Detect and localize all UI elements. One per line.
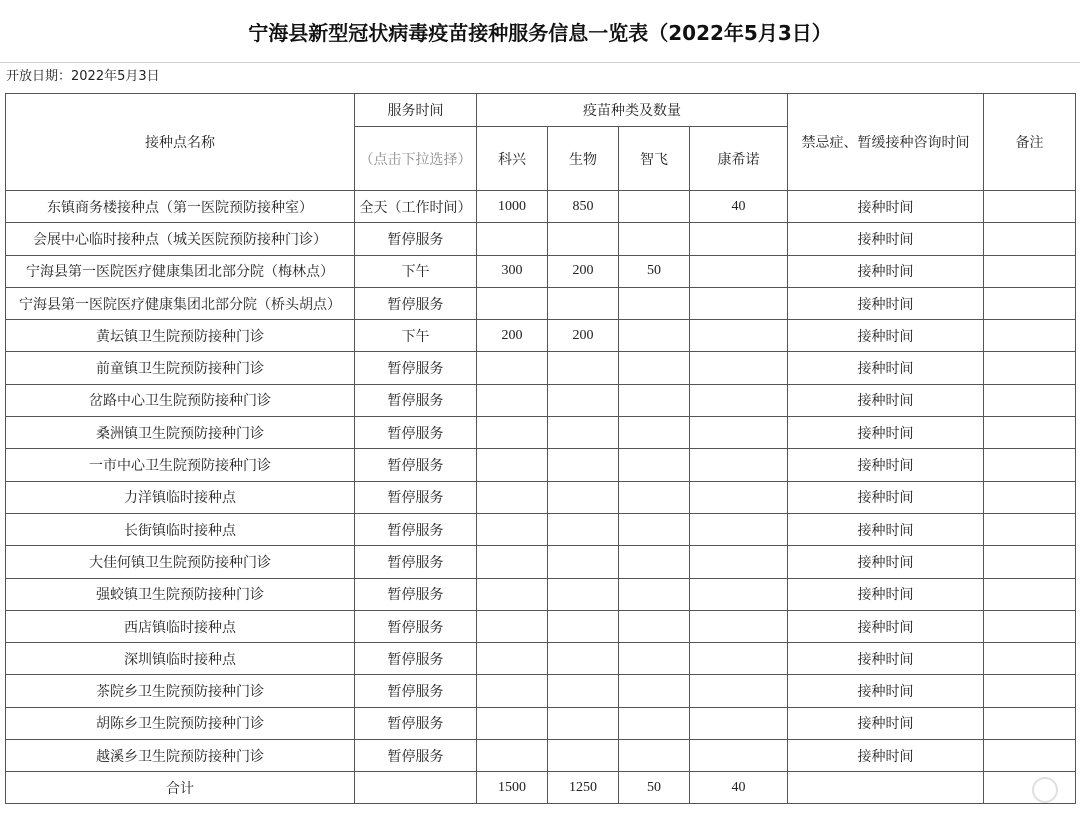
service-time-cell[interactable]: 暂停服务	[355, 513, 477, 545]
zhifei-count-cell	[619, 740, 690, 772]
header-consult: 禁忌症、暂缓接种咨询时间	[788, 94, 984, 191]
table-row	[6, 223, 1076, 255]
table-row	[6, 610, 1076, 642]
site-name-cell[interactable]: 越溪乡卫生院预防接种门诊	[6, 740, 355, 772]
kangxinuo-count-cell	[690, 578, 788, 610]
kexing-count-cell	[477, 546, 548, 578]
kangxinuo-count-cell	[690, 643, 788, 675]
zhifei-count-cell	[619, 384, 690, 416]
zhifei-count-cell	[619, 675, 690, 707]
note-cell	[984, 417, 1076, 449]
shengwu-count-cell	[548, 513, 619, 545]
watermark	[1032, 777, 1058, 803]
zhifei-count-cell	[619, 610, 690, 642]
header-vaccine-kexing: 科兴	[477, 127, 548, 191]
service-time-cell[interactable]: 暂停服务	[355, 707, 477, 739]
kexing-count-cell	[477, 223, 548, 255]
consult-time-cell: 接种时间	[788, 384, 984, 416]
kexing-count-cell	[477, 643, 548, 675]
service-time-cell[interactable]: 暂停服务	[355, 675, 477, 707]
site-name-cell[interactable]: 茶院乡卫生院预防接种门诊	[6, 675, 355, 707]
zhifei-count-cell	[619, 643, 690, 675]
zhifei-count-cell	[619, 287, 690, 319]
header-vaccine-kangxinuo: 康希诺	[690, 127, 788, 191]
site-name-cell[interactable]: 力洋镇临时接种点	[6, 481, 355, 513]
kexing-count-cell	[477, 707, 548, 739]
vaccination-table	[5, 93, 1076, 804]
zhifei-count-cell	[619, 320, 690, 352]
consult-time-cell: 接种时间	[788, 643, 984, 675]
kangxinuo-count-cell	[690, 384, 788, 416]
note-cell	[984, 223, 1076, 255]
consult-time-cell: 接种时间	[788, 191, 984, 223]
site-name-cell[interactable]: 宁海县第一医院医疗健康集团北部分院（桥头胡点）	[6, 287, 355, 319]
shengwu-count-cell: 200	[548, 320, 619, 352]
table-row	[6, 255, 1076, 287]
note-cell	[984, 449, 1076, 481]
kexing-count-cell	[477, 610, 548, 642]
total-service	[355, 772, 477, 804]
shengwu-count-cell	[548, 384, 619, 416]
total-shengwu: 1250	[548, 772, 619, 804]
table-row	[6, 449, 1076, 481]
note-cell	[984, 643, 1076, 675]
service-time-cell[interactable]: 全天（工作时间）	[355, 191, 477, 223]
zhifei-count-cell	[619, 352, 690, 384]
table-row	[6, 740, 1076, 772]
shengwu-count-cell	[548, 675, 619, 707]
zhifei-count-cell	[619, 707, 690, 739]
table-row	[6, 352, 1076, 384]
kangxinuo-count-cell	[690, 610, 788, 642]
service-dropdown-hint[interactable]: （点击下拉选择）	[355, 127, 477, 191]
note-cell	[984, 352, 1076, 384]
kangxinuo-count-cell	[690, 255, 788, 287]
shengwu-count-cell	[548, 481, 619, 513]
service-time-cell[interactable]: 下午	[355, 255, 477, 287]
zhifei-count-cell	[619, 546, 690, 578]
total-kexing: 1500	[477, 772, 548, 804]
site-name-cell[interactable]: 大佳何镇卫生院预防接种门诊	[6, 546, 355, 578]
service-time-cell[interactable]: 暂停服务	[355, 352, 477, 384]
shengwu-count-cell	[548, 287, 619, 319]
note-cell	[984, 320, 1076, 352]
zhifei-count-cell	[619, 513, 690, 545]
kexing-count-cell	[477, 578, 548, 610]
shengwu-count-cell	[548, 610, 619, 642]
shengwu-count-cell	[548, 546, 619, 578]
shengwu-count-cell	[548, 417, 619, 449]
kangxinuo-count-cell	[690, 449, 788, 481]
zhifei-count-cell	[619, 578, 690, 610]
zhifei-count-cell	[619, 449, 690, 481]
consult-time-cell: 接种时间	[788, 578, 984, 610]
consult-time-cell: 接种时间	[788, 513, 984, 545]
service-time-cell[interactable]: 暂停服务	[355, 578, 477, 610]
consult-time-cell: 接种时间	[788, 740, 984, 772]
zhifei-count-cell	[619, 481, 690, 513]
kexing-count-cell	[477, 352, 548, 384]
kangxinuo-count-cell: 40	[690, 191, 788, 223]
open-date: 开放日期：2022年5月3日	[6, 69, 160, 84]
site-name-cell[interactable]: 桑洲镇卫生院预防接种门诊	[6, 417, 355, 449]
shengwu-count-cell	[548, 352, 619, 384]
shengwu-count-cell	[548, 223, 619, 255]
site-name-cell[interactable]: 前童镇卫生院预防接种门诊	[6, 352, 355, 384]
consult-time-cell: 接种时间	[788, 449, 984, 481]
kangxinuo-count-cell	[690, 320, 788, 352]
site-name-cell[interactable]: 岔路中心卫生院预防接种门诊	[6, 384, 355, 416]
shengwu-count-cell	[548, 707, 619, 739]
header-vaccine-zhifei: 智飞	[619, 127, 690, 191]
kexing-count-cell	[477, 740, 548, 772]
kexing-count-cell	[477, 384, 548, 416]
circle-logo-icon	[1032, 777, 1058, 803]
service-time-cell[interactable]: 下午	[355, 320, 477, 352]
note-cell	[984, 384, 1076, 416]
consult-time-cell: 接种时间	[788, 481, 984, 513]
shengwu-count-cell: 200	[548, 255, 619, 287]
service-time-cell[interactable]: 暂停服务	[355, 384, 477, 416]
header-note: 备注	[984, 94, 1076, 191]
kangxinuo-count-cell	[690, 352, 788, 384]
kexing-count-cell	[477, 481, 548, 513]
table-row	[6, 578, 1076, 610]
kexing-count-cell: 300	[477, 255, 548, 287]
service-time-cell[interactable]: 暂停服务	[355, 449, 477, 481]
kangxinuo-count-cell	[690, 417, 788, 449]
note-cell	[984, 191, 1076, 223]
note-cell	[984, 675, 1076, 707]
shengwu-count-cell	[548, 449, 619, 481]
site-name-cell[interactable]: 黄坛镇卫生院预防接种门诊	[6, 320, 355, 352]
service-time-cell[interactable]: 暂停服务	[355, 223, 477, 255]
consult-time-cell: 接种时间	[788, 546, 984, 578]
table-body	[6, 191, 1076, 772]
kangxinuo-count-cell	[690, 223, 788, 255]
note-cell	[984, 578, 1076, 610]
table-row	[6, 384, 1076, 416]
consult-time-cell: 接种时间	[788, 707, 984, 739]
kangxinuo-count-cell	[690, 287, 788, 319]
zhifei-count-cell	[619, 417, 690, 449]
shengwu-count-cell	[548, 643, 619, 675]
service-time-cell[interactable]: 暂停服务	[355, 546, 477, 578]
service-time-cell[interactable]: 暂停服务	[355, 481, 477, 513]
site-name-cell[interactable]: 东镇商务楼接种点（第一医院预防接种室）	[6, 191, 355, 223]
table-row	[6, 191, 1076, 223]
site-name-cell[interactable]: 会展中心临时接种点（城关医院预防接种门诊）	[6, 223, 355, 255]
header-vaccine-shengwu: 生物	[548, 127, 619, 191]
site-name-cell[interactable]: 长街镇临时接种点	[6, 513, 355, 545]
zhifei-count-cell	[619, 223, 690, 255]
zhifei-count-cell	[619, 191, 690, 223]
shengwu-count-cell	[548, 578, 619, 610]
consult-time-cell: 接种时间	[788, 255, 984, 287]
site-name-cell[interactable]: 一市中心卫生院预防接种门诊	[6, 449, 355, 481]
kangxinuo-count-cell	[690, 740, 788, 772]
consult-time-cell: 接种时间	[788, 352, 984, 384]
service-time-cell[interactable]: 暂停服务	[355, 610, 477, 642]
zhifei-count-cell: 50	[619, 255, 690, 287]
consult-time-cell: 接种时间	[788, 610, 984, 642]
kexing-count-cell	[477, 287, 548, 319]
site-name-cell[interactable]: 深圳镇临时接种点	[6, 643, 355, 675]
total-zhifei: 50	[619, 772, 690, 804]
header-vaccine-group: 疫苗种类及数量	[477, 94, 788, 127]
note-cell	[984, 707, 1076, 739]
kangxinuo-count-cell	[690, 675, 788, 707]
page-title: 宁海县新型冠状病毒疫苗接种服务信息一览表（2022年5月3日）	[0, 0, 1080, 63]
table-row	[6, 707, 1076, 739]
total-label: 合计	[6, 772, 355, 804]
consult-time-cell: 接种时间	[788, 417, 984, 449]
site-name-cell[interactable]: 西店镇临时接种点	[6, 610, 355, 642]
table-row	[6, 287, 1076, 319]
service-time-cell[interactable]: 暂停服务	[355, 740, 477, 772]
consult-time-cell: 接种时间	[788, 287, 984, 319]
table-row	[6, 675, 1076, 707]
kexing-count-cell	[477, 675, 548, 707]
site-name-cell[interactable]: 强蛟镇卫生院预防接种门诊	[6, 578, 355, 610]
consult-time-cell: 接种时间	[788, 320, 984, 352]
consult-time-cell: 接种时间	[788, 675, 984, 707]
total-note	[984, 772, 1076, 804]
kexing-count-cell	[477, 417, 548, 449]
table-row	[6, 513, 1076, 545]
service-time-cell[interactable]: 暂停服务	[355, 417, 477, 449]
total-kangxinuo: 40	[690, 772, 788, 804]
note-cell	[984, 481, 1076, 513]
kangxinuo-count-cell	[690, 546, 788, 578]
note-cell	[984, 513, 1076, 545]
kexing-count-cell: 200	[477, 320, 548, 352]
note-cell	[984, 546, 1076, 578]
table-row	[6, 320, 1076, 352]
header-service-time: 服务时间	[355, 94, 477, 127]
header-site-name: 接种点名称	[6, 94, 355, 191]
table-row	[6, 417, 1076, 449]
kexing-count-cell	[477, 513, 548, 545]
note-cell	[984, 255, 1076, 287]
table-row	[6, 643, 1076, 675]
kexing-count-cell	[477, 449, 548, 481]
consult-time-cell: 接种时间	[788, 223, 984, 255]
kexing-count-cell: 1000	[477, 191, 548, 223]
site-name-cell[interactable]: 胡陈乡卫生院预防接种门诊	[6, 707, 355, 739]
kangxinuo-count-cell	[690, 481, 788, 513]
service-time-cell[interactable]: 暂停服务	[355, 287, 477, 319]
table-row	[6, 546, 1076, 578]
total-consult	[788, 772, 984, 804]
shengwu-count-cell: 850	[548, 191, 619, 223]
kangxinuo-count-cell	[690, 513, 788, 545]
shengwu-count-cell	[548, 740, 619, 772]
kangxinuo-count-cell	[690, 707, 788, 739]
site-name-cell[interactable]: 宁海县第一医院医疗健康集团北部分院（梅林点）	[6, 255, 355, 287]
note-cell	[984, 287, 1076, 319]
table-row	[6, 481, 1076, 513]
note-cell	[984, 740, 1076, 772]
note-cell	[984, 610, 1076, 642]
service-time-cell[interactable]: 暂停服务	[355, 643, 477, 675]
